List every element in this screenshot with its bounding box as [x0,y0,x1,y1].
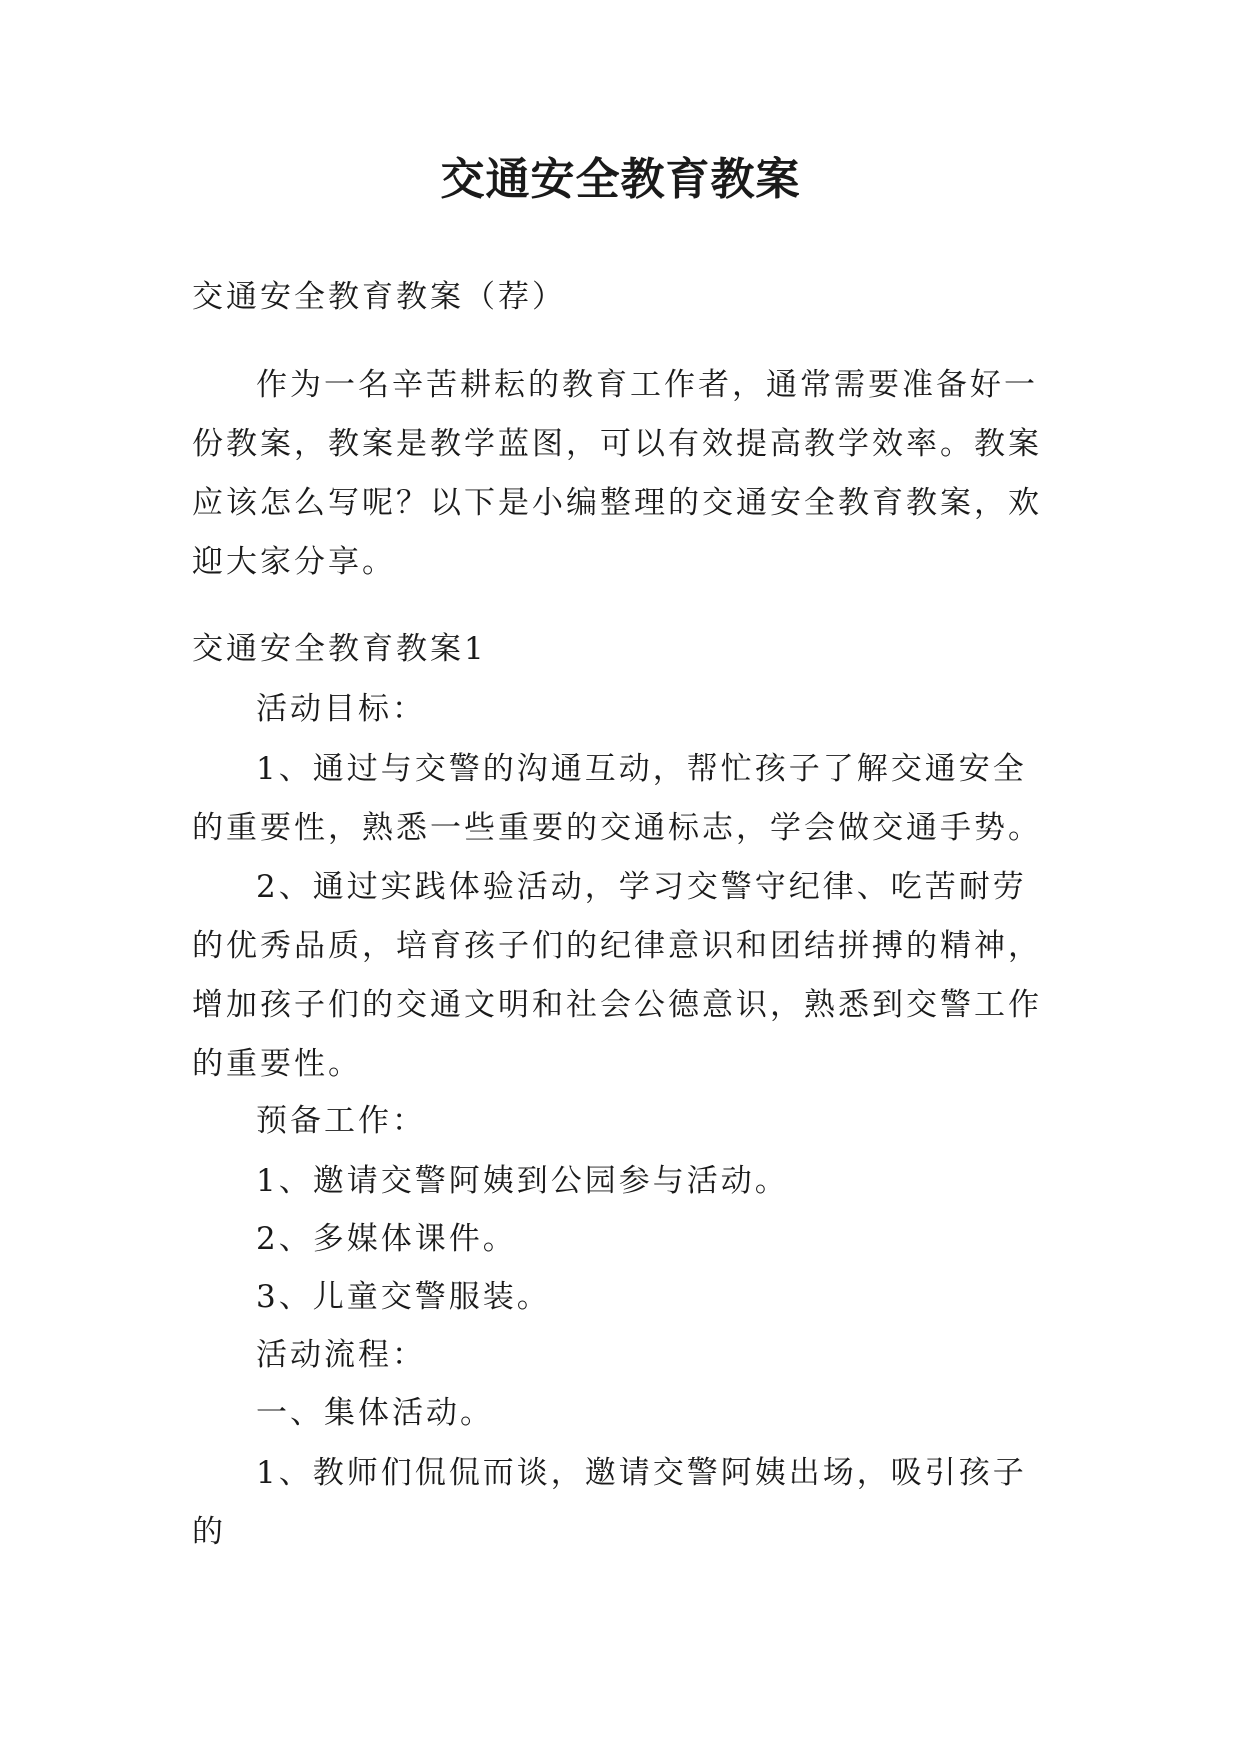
flow-label: 活动流程： [256,1337,426,1373]
section-heading: 交通安全教育教案1 [192,631,487,667]
flow-step-1: 1、教师们侃侃而谈，邀请交警阿姨出场，吸引孩子的 [192,1455,1027,1550]
document-subtitle: 交通安全教育教案（荐） [192,279,566,315]
prep-label: 预备工作： [256,1103,426,1139]
prep-item-1: 1、邀请交警阿姨到公园参与活动。 [256,1163,789,1199]
prep-item-2: 2、多媒体课件。 [256,1221,517,1257]
document-title: 交通安全教育教案 [440,154,801,205]
goals-label: 活动目标： [256,691,426,727]
prep-item-3: 3、儿童交警服装。 [256,1279,551,1315]
goal-item-2: 2、通过实践体验活动，学习交警守纪律、吃苦耐劳的优秀品质，培育孩子们的纪律意识和团结拼搏的精神，增加孩子们的交通文明和社会公德意识，熟悉到交警工作的重要性。 [192,869,1042,1082]
flow-part-heading: 一、集体活动。 [256,1395,494,1431]
intro-paragraph: 作为一名辛苦耕耘的教育工作者，通常需要准备好一份教案，教案是教学蓝图，可以有效提高教学效率。教案应该怎么写呢？以下是小编整理的交通安全教育教案，欢迎大家分享。 [192,367,1042,580]
goal-item-1: 1、通过与交警的沟通互动，帮忙孩子了解交通安全的重要性，熟悉一些重要的交通标志，学会做交通手势。 [192,751,1042,846]
